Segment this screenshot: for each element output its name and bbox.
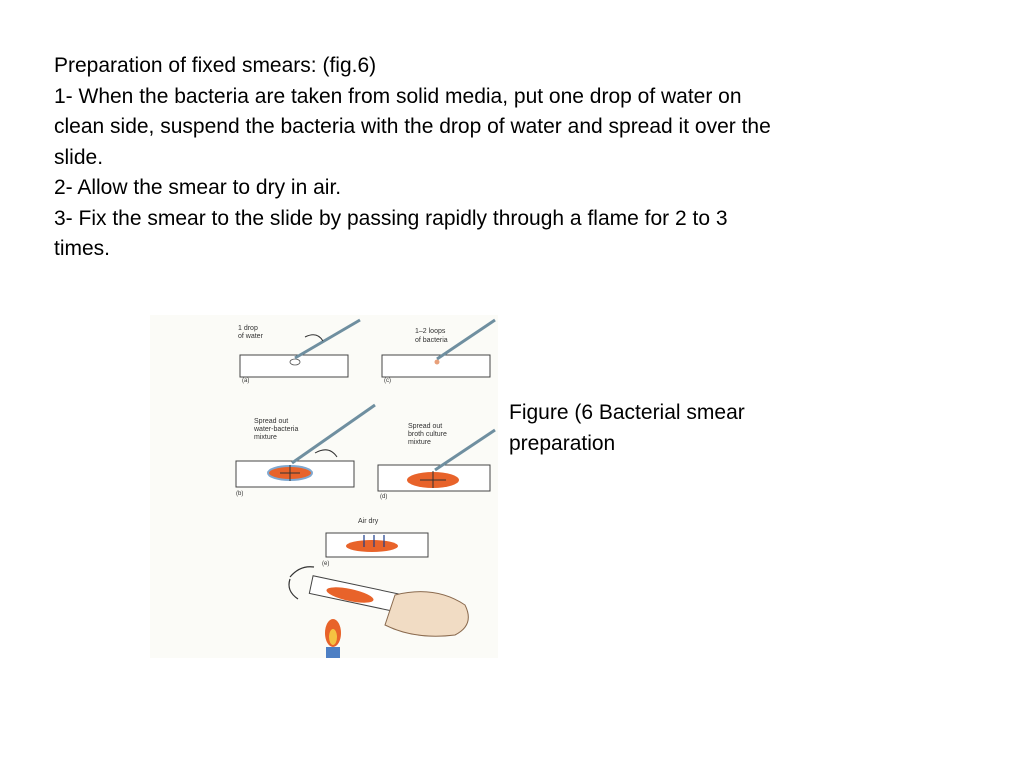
smear-e	[346, 540, 398, 552]
heading: Preparation of fixed smears: (fig.6)	[54, 54, 377, 77]
slide-c	[382, 355, 490, 377]
step-2: 2- Allow the smear to dry in air.	[54, 176, 342, 199]
loop-a	[295, 320, 360, 358]
panel-e-label: (e)	[322, 561, 330, 567]
smear-preparation-figure	[150, 315, 498, 658]
slide-a	[240, 355, 348, 377]
label-b-1: Spread out	[254, 418, 289, 425]
label-d-1: Spread out	[408, 423, 443, 430]
instructions-text	[54, 51, 774, 265]
figure-caption: Figure (6 Bacterial smear preparation	[509, 401, 745, 455]
panel-c-label: (c)	[384, 378, 391, 384]
water-drop	[290, 359, 300, 365]
label-c-2: of bacteria	[415, 337, 448, 344]
label-a-2: of water	[238, 333, 263, 340]
panel-d-label: (d)	[380, 494, 388, 500]
label-d-3: mixture	[408, 439, 431, 446]
step-3: 3- Fix the smear to the slide by passing rapidly through a flame for 2 to 3 times.	[54, 206, 728, 260]
step-1: 1- When the bacteria are taken from solid media, put one drop of water on clean side, suspend the bacteria with the drop of water and spread it over the slide.	[54, 84, 771, 169]
label-b-3: mixture	[254, 434, 277, 441]
loop-b	[292, 405, 375, 463]
label-d-2: broth culture	[408, 431, 447, 438]
flame-fixing-illustration	[289, 567, 468, 658]
label-e: Air dry	[358, 518, 379, 525]
label-b-2: water-bacteria	[254, 426, 299, 433]
label-a-1: 1 drop	[238, 325, 258, 332]
panel-b-label: (b)	[236, 491, 244, 497]
label-c-1: 1–2 loops	[415, 328, 446, 335]
panel-a-label: (a)	[242, 378, 250, 384]
